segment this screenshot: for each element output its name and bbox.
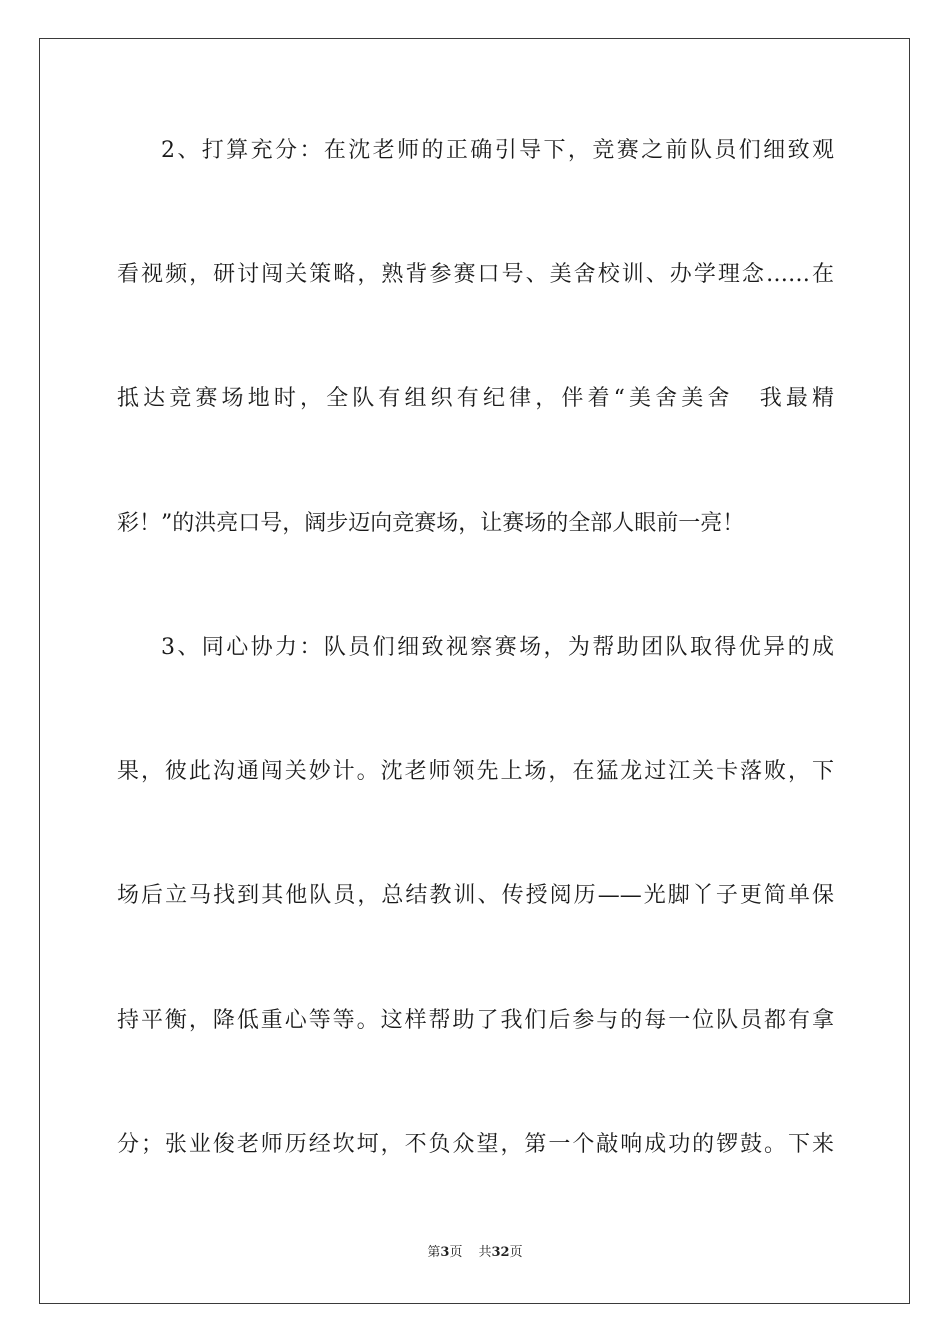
page-footer [0, 1244, 950, 1262]
page-border [39, 38, 910, 1304]
paragraph-2-line-5: 分；张业俊老师历经坎坷，不负众望，第一个敲响成功的锣鼓。下来 [117, 1132, 834, 1157]
paragraph-2-line-2: 果，彼此沟通闯关妙计。沈老师领先上场，在猛龙过江关卡落败，下 [117, 759, 834, 784]
footer-total-number: 32 [491, 1245, 510, 1260]
paragraph-2-line-3: 场后立马找到其他队员，总结教训、传授阅历——光脚丫子更简单保 [117, 883, 834, 908]
paragraph-2-line-1: 3、同心协力：队员们细致视察赛场，为帮助团队取得优异的成 [161, 635, 834, 660]
paragraph-1-line-3: 抵达竞赛场地时，全队有组织有纪律，伴着“美舍美舍 我最精 [117, 386, 834, 411]
footer-page-suffix: 页 [449, 1245, 463, 1260]
paragraph-1-line-1: 2、打算充分：在沈老师的正确引导下，竞赛之前队员们细致观 [161, 138, 834, 163]
footer-total-suffix: 页 [509, 1245, 523, 1260]
paragraph-2-line-4: 持平衡，降低重心等等。这样帮助了我们后参与的每一位队员都有拿 [117, 1008, 834, 1033]
paragraph-1-line-4: 彩！”的洪亮口号，阔步迈向竞赛场，让赛场的全部人眼前一亮！ [117, 511, 745, 536]
footer-total-prefix: 共 [478, 1245, 492, 1260]
footer-page-prefix: 第 [427, 1245, 441, 1260]
footer-page-number: 3 [440, 1245, 450, 1260]
paragraph-1-line-2: 看视频，研讨闯关策略，熟背参赛口号、美舍校训、办学理念……在 [117, 262, 834, 287]
